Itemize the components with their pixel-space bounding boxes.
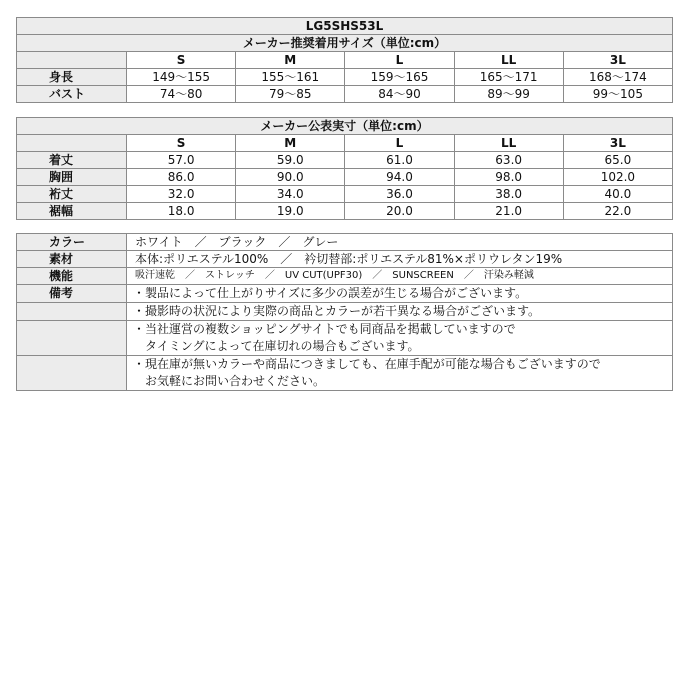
material-row bbox=[17, 251, 673, 268]
cell: 155～161 bbox=[236, 69, 345, 86]
material-value: 本体:ポリエステル100% ／ 衿切替部:ポリエステル81%×ポリウレタン19% bbox=[127, 251, 673, 268]
row-label: 着丈 bbox=[17, 152, 127, 169]
cell: 38.0 bbox=[454, 186, 563, 203]
row-label: 胸囲 bbox=[17, 169, 127, 186]
cell: 84～90 bbox=[345, 86, 454, 103]
cell: 34.0 bbox=[236, 186, 345, 203]
actual-title: メーカー公表実寸（単位:cm） bbox=[17, 118, 673, 135]
cell: 40.0 bbox=[563, 186, 672, 203]
function-row bbox=[17, 268, 673, 285]
cell: 19.0 bbox=[236, 203, 345, 220]
note-line: タイミングによって在庫切れの場合もございます。 bbox=[133, 339, 420, 353]
note-line: お気軽にお問い合わせください。 bbox=[133, 374, 326, 388]
cell: 102.0 bbox=[563, 169, 672, 186]
size-header-row bbox=[17, 135, 673, 152]
size-3l: 3L bbox=[563, 135, 672, 152]
function-label: 機能 bbox=[17, 268, 127, 285]
note-line: ・撮影時の状況により実際の商品とカラーが若干異なる場合がございます。 bbox=[133, 304, 541, 318]
notes-row bbox=[17, 321, 673, 356]
cell: 32.0 bbox=[127, 186, 236, 203]
size-m: M bbox=[236, 135, 345, 152]
size-ll: LL bbox=[454, 135, 563, 152]
notes-row bbox=[17, 285, 673, 303]
cell: 149～155 bbox=[127, 69, 236, 86]
color-value: ホワイト ／ ブラック ／ グレー bbox=[127, 234, 673, 251]
size-l: L bbox=[345, 135, 454, 152]
cell: 165～171 bbox=[454, 69, 563, 86]
notes-label: 備考 bbox=[17, 285, 127, 303]
size-header-row bbox=[17, 52, 673, 69]
note-line: ・現在庫が無いカラーや商品につきましても、在庫手配が可能な場合もございますので bbox=[133, 357, 601, 371]
cell: 36.0 bbox=[345, 186, 454, 203]
cell: 159～165 bbox=[345, 69, 454, 86]
row-label: 身長 bbox=[17, 69, 127, 86]
table-row bbox=[17, 86, 673, 103]
size-m: M bbox=[236, 52, 345, 69]
cell: 18.0 bbox=[127, 203, 236, 220]
color-label: カラー bbox=[17, 234, 127, 251]
note-item bbox=[127, 285, 673, 303]
cell: 22.0 bbox=[563, 203, 672, 220]
notes-row bbox=[17, 356, 673, 391]
cell: 89～99 bbox=[454, 86, 563, 103]
size-s: S bbox=[127, 135, 236, 152]
table-row bbox=[17, 186, 673, 203]
row-label: バスト bbox=[17, 86, 127, 103]
material-label: 素材 bbox=[17, 251, 127, 268]
note-item bbox=[127, 321, 673, 356]
table-row bbox=[17, 203, 673, 220]
actual-size-table bbox=[16, 117, 673, 220]
table-row bbox=[17, 152, 673, 169]
cell: 79～85 bbox=[236, 86, 345, 103]
recommended-size-table bbox=[16, 17, 673, 103]
cell: 74～80 bbox=[127, 86, 236, 103]
table-row bbox=[17, 69, 673, 86]
note-line: ・当社運営の複数ショッピングサイトでも同商品を掲載していますので bbox=[133, 322, 516, 336]
cell: 90.0 bbox=[236, 169, 345, 186]
model-number: LG5SHS53L bbox=[17, 18, 673, 35]
cell: 94.0 bbox=[345, 169, 454, 186]
cell: 61.0 bbox=[345, 152, 454, 169]
cell: 63.0 bbox=[454, 152, 563, 169]
cell: 168～174 bbox=[563, 69, 672, 86]
cell: 65.0 bbox=[563, 152, 672, 169]
cell: 86.0 bbox=[127, 169, 236, 186]
product-info-table bbox=[16, 233, 673, 391]
note-item bbox=[127, 303, 673, 321]
note-line: ・製品によって仕上がりサイズに多少の誤差が生じる場合がございます。 bbox=[133, 286, 528, 300]
notes-row bbox=[17, 303, 673, 321]
cell: 59.0 bbox=[236, 152, 345, 169]
cell: 20.0 bbox=[345, 203, 454, 220]
size-l: L bbox=[345, 52, 454, 69]
size-3l: 3L bbox=[563, 52, 672, 69]
recommended-title: メーカー推奨着用サイズ（単位:cm） bbox=[17, 35, 673, 52]
cell: 98.0 bbox=[454, 169, 563, 186]
note-item bbox=[127, 356, 673, 391]
size-s: S bbox=[127, 52, 236, 69]
row-label: 裄丈 bbox=[17, 186, 127, 203]
table-row bbox=[17, 169, 673, 186]
function-value: 吸汗速乾 ／ ストレッチ ／ UV CUT(UPF30) ／ SUNSCREEN ／ 汗染み軽減 bbox=[127, 268, 673, 285]
row-label: 裾幅 bbox=[17, 203, 127, 220]
cell: 57.0 bbox=[127, 152, 236, 169]
cell: 99～105 bbox=[563, 86, 672, 103]
size-ll: LL bbox=[454, 52, 563, 69]
cell: 21.0 bbox=[454, 203, 563, 220]
color-row bbox=[17, 234, 673, 251]
